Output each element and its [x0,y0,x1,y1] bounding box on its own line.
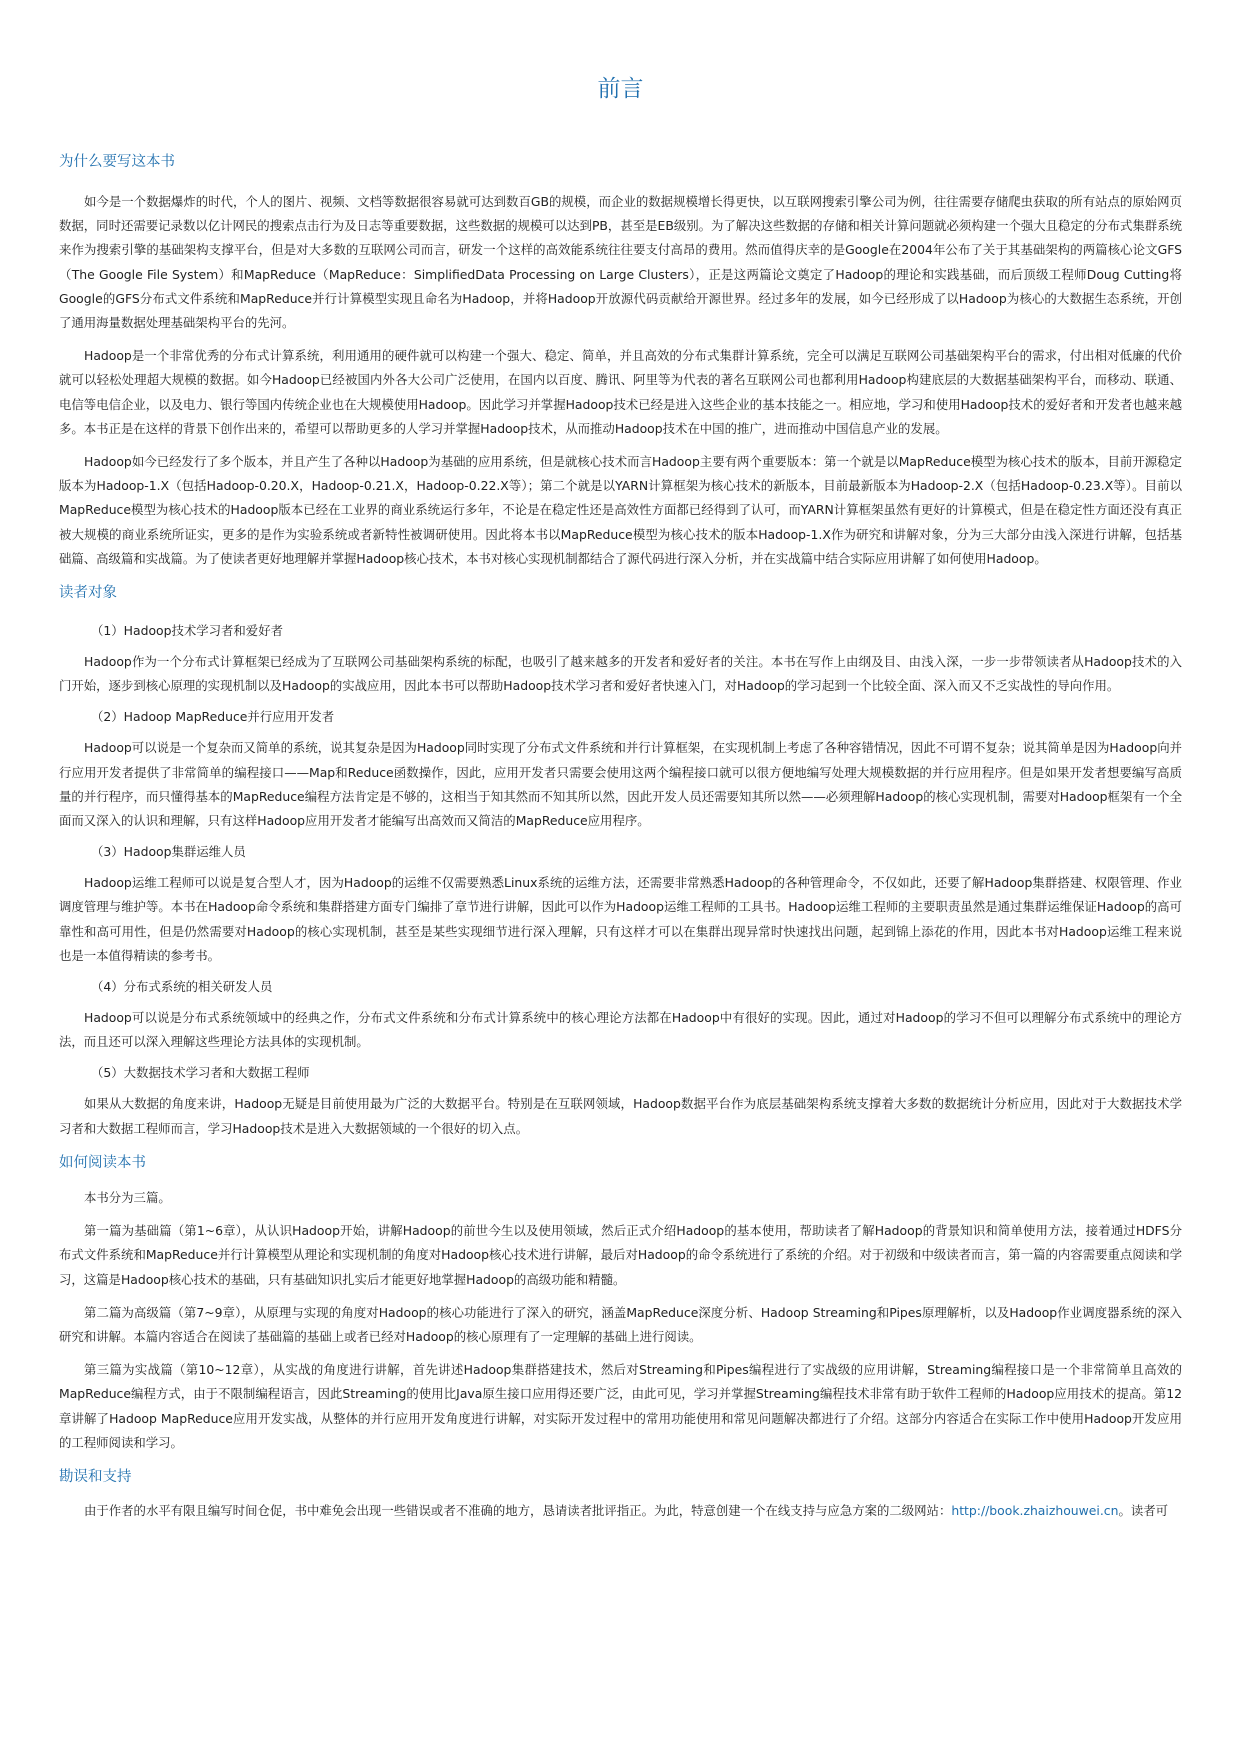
paragraph: 如今是一个数据爆炸的时代，个人的图片、视频、文档等数据很容易就可达到数百GB的规模，而企业的数据规模增长得更快，以互联网搜索引擎公司为例，往往需要存储爬虫获取的所有站点的原始网页数据，同时还需要记录数以亿计网民的搜索点击行为及日志等重要数据，这些数据的规模可以达到PB，甚至是EB级别。为了解决这些数据的存储和相关计算问题就必须构建一个强大且稳定的分布式集群系统来作为搜索引擎的基础架构支撑平台，但是对大多数的互联网公司而言，研发一个这样的高效能系统往往要支付高昂的费用。然而值得庆幸的是Google在2004年公布了关于其基础架构的两篇核心论文GFS（The Google File System）和MapReduce（MapReduce：SimplifiedData Processing on Large Clusters），正是这两篇论文奠定了Hadoop的理论和实践基础，而后顶级工程师Doug Cutting将Google的GFS分布式文件系统和MapReduce并行计算模型实现且命名为Hadoop，并将Hadoop开放源代码贡献给开源世界。经过多年的发展，如今已经形成了以Hadoop为核心的大数据生态系统，开创了通用海量数据处理基础架构平台的先河。 [59,194,1182,331]
page-title: 前言 [597,76,644,102]
support-website-link[interactable]: http://book.zhaizhouwei.cn [951,1502,1119,1518]
errata-text-continued: 。读者可 [1118,1502,1168,1518]
reader-group-label: （3）Hadoop集群运维人员 [91,844,246,860]
paragraph: Hadoop是一个非常优秀的分布式计算系统，利用通用的硬件就可以构建一个强大、稳定、简单，并且高效的分布式集群计算系统，完全可以满足互联网公司基础架构平台的需求，付出相对低廉的代价就可以轻松处理超大规模的数据。如今Hadoop已经被国内外各大公司广泛使用，在国内以百度、腾讯、阿里等为代表的著名互联网公司也都利用Hadoop构建底层的大数据基础架构平台，而移动、联通、电信等电信企业，以及电力、银行等国内传统企业也在大规模使用Hadoop。因此学习并掌握Hadoop技术已经是进入这些企业的基本技能之一。相应地，学习和使用Hadoop技术的爱好者和开发者也越来越多。本书正是在这样的背景下创作出来的，希望可以帮助更多的人学习并掌握Hadoop技术，从而推动Hadoop技术在中国的推广，进而推动中国信息产业的发展。 [59,348,1182,436]
section-heading-readers: 读者对象 [59,585,117,602]
paragraph: 第一篇为基础篇（第1~6章），从认识Hadoop开始，讲解Hadoop的前世今生以及使用领域，然后正式介绍Hadoop的基本使用，帮助读者了解Hadoop的背景知识和简单使用方法，接着通过HDFS分布式文件系统和MapReduce并行计算模型从理论和实现机制的角度对Hadoop核心技术进行讲解，最后对Hadoop的命令系统进行了系统的介绍。对于初级和中级读者而言，第一篇的内容需要重点阅读和学习，这篇是Hadoop核心技术的基础，只有基础知识扎实后才能更好地掌握Hadoop的高级功能和精髓。 [59,1223,1182,1287]
errata-text: 由于作者的水平有限且编写时间仓促，书中难免会出现一些错误或者不准确的地方，恳请读者批评指正。为此，特意创建一个在线支持与应急方案的二级网站： [84,1502,952,1518]
reader-group-label: （2）Hadoop MapReduce并行应用开发者 [91,709,335,725]
reader-group-label: （5）大数据技术学习者和大数据工程师 [91,1065,310,1081]
section-heading-howto: 如何阅读本书 [59,1154,146,1171]
paragraph: 第三篇为实战篇（第10~12章），从实战的角度进行讲解，首先讲述Hadoop集群搭建技术，然后对Streaming和Pipes编程进行了实战级的应用讲解，Streaming编程接口是一个非常简单且高效的MapReduce编程方式，由于不限制编程语言，因此Streaming的使用比Java原生接口应用得还要广泛，由此可见，学习并掌握Streaming编程技术非常有助于软件工程师的Hadoop应用技术的提高。第12章讲解了Hadoop MapReduce应用开发实战，从整体的并行应用开发角度进行讲解，对实际开发过程中的常用功能使用和常见问题解决都进行了介绍。这部分内容适合在实际工作中使用Hadoop开发应用的工程师阅读和学习。 [59,1362,1182,1450]
errata-paragraph [59,1499,1182,1523]
section-heading-why: 为什么要写这本书 [59,154,175,170]
paragraph: 如果从大数据的角度来讲，Hadoop无疑是目前使用最为广泛的大数据平台。特别是在互联网领域，Hadoop数据平台作为底层基础架构系统支撑着大多数的数据统计分析应用，因此对于大数据技术学习者和大数据工程师而言，学习Hadoop技术是进入大数据领域的一个很好的切入点。 [59,1096,1182,1136]
paragraph: 本书分为三篇。 [84,1189,171,1205]
paragraph: Hadoop可以说是分布式系统领域中的经典之作，分布式文件系统和分布式计算系统中的核心理论方法都在Hadoop中有很好的实现。因此，通过对Hadoop的学习不但可以理解分布式系统中的理论方法，而且还可以深入理解这些理论方法具体的实现机制。 [59,1010,1182,1050]
paragraph: 第二篇为高级篇（第7~9章），从原理与实现的角度对Hadoop的核心功能进行了深入的研究，涵盖MapReduce深度分析、Hadoop Streaming和Pipes原理解析，以及Hadoop作业调度器系统的深入研究和讲解。本篇内容适合在阅读了基础篇的基础上或者已经对Hadoop的核心原理有了一定理解的基础上进行阅读。 [59,1304,1182,1344]
paragraph: Hadoop可以说是一个复杂而又简单的系统，说其复杂是因为Hadoop同时实现了分布式文件系统和并行计算框架，在实现机制上考虑了各种容错情况，因此不可谓不复杂；说其简单是因为Hadoop向并行应用开发者提供了非常简单的编程接口——Map和Reduce函数操作，因此，应用开发者只需要会使用这两个编程接口就可以很方便地编写处理大规模数据的并行应用程序。但是如果开发者想要编写高质量的并行程序，而只懂得基本的MapReduce编程方法肯定是不够的，这相当于知其然而不知其所以然，因此开发人员还需要知其所以然——必须理解Hadoop的核心实现机制，需要对Hadoop框架有一个全面而又深入的认识和理解，只有这样Hadoop应用开发者才能编写出高效而又简洁的MapReduce应用程序。 [59,740,1182,829]
reader-group-label: （4）分布式系统的相关研发人员 [91,979,273,995]
paragraph: Hadoop作为一个分布式计算框架已经成为了互联网公司基础架构系统的标配，也吸引了越来越多的开发者和爱好者的关注。本书在写作上由纲及目、由浅入深，一步一步带领读者从Hadoop技术的入门开始，逐步到核心原理的实现机制以及Hadoop的实战应用，因此本书可以帮助Hadoop技术学习者和爱好者快速入门，对Hadoop的学习起到一个比较全面、深入而又不乏实战性的导向作用。 [59,654,1182,694]
reader-group-label: （1）Hadoop技术学习者和爱好者 [91,623,283,639]
paragraph: Hadoop运维工程师可以说是复合型人才，因为Hadoop的运维不仅需要熟悉Linux系统的运维方法，还需要非常熟悉Hadoop的各种管理命令，不仅如此，还要了解Hadoop集群搭建、权限管理、作业调度管理与维护等。本书在Hadoop命令系统和集群搭建方面专门编排了章节进行讲解，因此可以作为Hadoop运维工程师的工具书。Hadoop运维工程师的主要职责虽然是通过集群运维保证Hadoop的高可靠性和高可用性，但是仍然需要对Hadoop的核心实现机制，甚至是某些实现细节进行深入理解，只有这样才可以在集群出现异常时快速找出问题，起到锦上添花的作用，因此本书对Hadoop运维工程来说也是一本值得精读的参考书。 [59,875,1182,963]
section-heading-errata: 勘误和支持 [59,1468,132,1485]
paragraph: Hadoop如今已经发行了多个版本，并且产生了各种以Hadoop为基础的应用系统，但是就核心技术而言Hadoop主要有两个重要版本：第一个就是以MapReduce模型为核心技术的版本，目前开源稳定版本为Hadoop-1.X（包括Hadoop-0.20.X，Hadoop-0.21.X，Hadoop-0.22.X等）；第二个就是以YARN计算框架为核心技术的新版本，目前最新版本为Hadoop-2.X（包括Hadoop-0.23.X等）。目前以MapReduce模型为核心技术的Hadoop版本已经在工业界的商业系统运行多年，不论是在稳定性还是高效性方面都已经得到了认可，而YARN计算框架虽然有更好的计算模式，但是在稳定性方面还没有真正被大规模的商业系统所证实，更多的是作为实验系统或者新特性被调研使用。因此将本书以MapReduce模型为核心技术的版本Hadoop-1.X作为研究和讲解对象，分为三大部分由浅入深进行讲解，包括基础篇、高级篇和实战篇。为了使读者更好地理解并掌握Hadoop核心技术，本书对核心实现机制都结合了源代码进行深入分析，并在实战篇中结合实际应用讲解了如何使用Hadoop。 [59,454,1182,566]
